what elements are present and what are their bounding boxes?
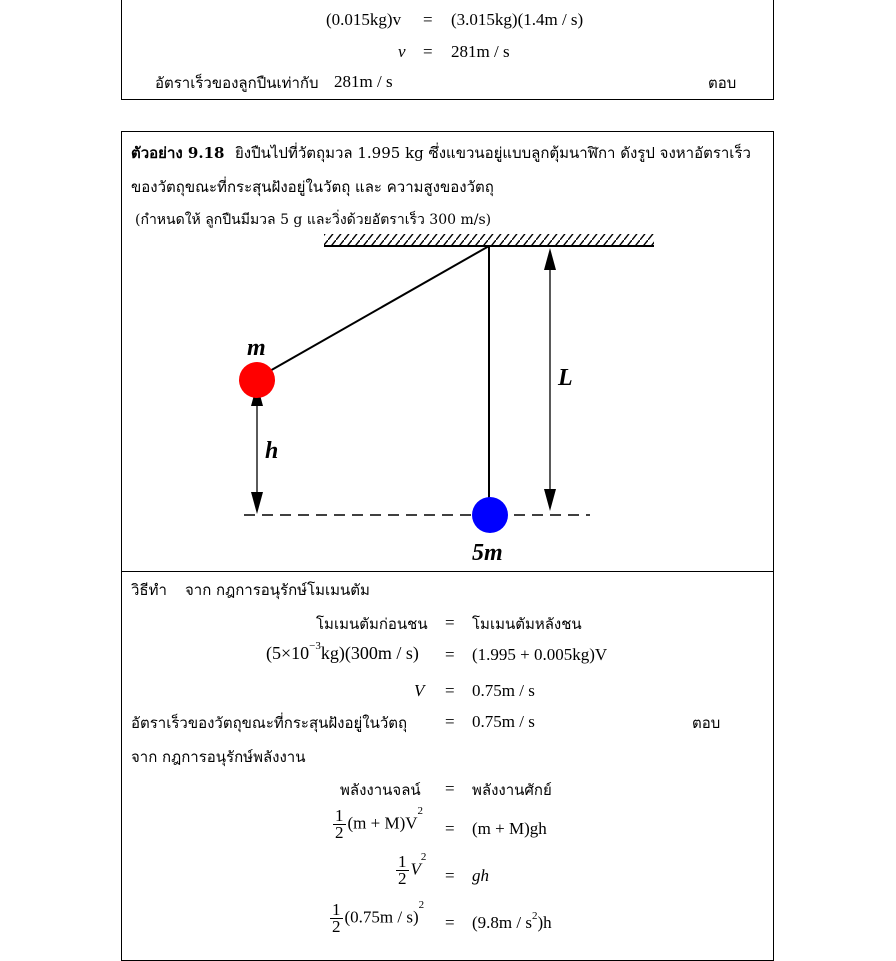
row2-left-b: kg)(300m / s)	[320, 643, 419, 663]
row7-square: 2	[420, 851, 427, 863]
row3-right: 0.75m / s	[472, 681, 535, 700]
row6-right: (m + M)gh	[472, 819, 547, 838]
row2-left-a: (5×10	[266, 643, 310, 663]
raised-string	[268, 246, 489, 372]
eq-line1-left: (0.015kg)v	[326, 10, 402, 29]
example-text-2: ของวัตถุขณะที่กระสุนฝังอยู่ในวัตถุ และ ความสูงของวัตถุ	[131, 178, 494, 196]
row4-right: 0.75m / s	[472, 712, 535, 731]
row8-square: 2	[418, 899, 425, 911]
length-arrow-head-top	[544, 248, 556, 270]
row6-frac-den: 2	[335, 823, 344, 842]
row7-left-expr: V	[410, 859, 421, 879]
row8-frac-num: 1	[332, 900, 341, 919]
bullet-ball	[239, 362, 275, 398]
row6-fraction	[333, 808, 346, 841]
row2-left	[266, 640, 419, 664]
eq-line2-right: 281m / s	[451, 42, 510, 61]
label-L: L	[558, 365, 573, 391]
row2-eq: =	[445, 645, 455, 664]
eq-line2-sign: =	[423, 42, 433, 61]
solution-intro-2: จาก กฎการอนุรักษ์พลังงาน	[131, 748, 306, 766]
row3-left: V	[414, 681, 425, 700]
example-label: ตัวอย่าง 9.18	[131, 144, 225, 162]
answer-text: อัตราเร็วของลูกปืนเท่ากับ	[155, 74, 319, 92]
row1-left: โมเมนตัมก่อนชน	[316, 615, 428, 633]
label-5m: 5m	[472, 540, 503, 566]
height-arrow-head-bottom	[251, 492, 263, 514]
row7-right: gh	[472, 866, 489, 885]
label-m: m	[247, 335, 266, 361]
row2-exp: −3	[309, 640, 321, 652]
row8-eq: =	[445, 913, 455, 932]
label-h: h	[265, 438, 279, 464]
length-arrow-head-bottom	[544, 489, 556, 511]
row8-right-a: (9.8m / s	[472, 913, 532, 932]
row6-left	[333, 805, 424, 842]
answer-tag: ตอบ	[708, 74, 737, 92]
row8-frac-den: 2	[332, 917, 341, 936]
solution-intro: จาก กฎการอนุรักษ์โมเมนตัม	[185, 581, 370, 599]
row6-eq: =	[445, 819, 455, 838]
row8-left-expr: (0.75m / s)	[344, 907, 419, 927]
eq-line1-right: (3.015kg)(1.4m / s)	[451, 10, 584, 29]
row4-eq: =	[445, 712, 455, 731]
row6-left-expr: (m + M)V	[347, 813, 418, 833]
row8-fraction	[330, 902, 343, 935]
row7-eq: =	[445, 866, 455, 885]
row8-right-b: )h	[537, 913, 552, 932]
row3-eq: =	[445, 681, 455, 700]
row6-frac-num: 1	[335, 806, 344, 825]
example-text-3: (กำหนดให้ ลูกปืนมีมวล 5 g และวิ่งด้วยอัตราเร็ว 300 m/s)	[135, 212, 492, 228]
ceiling-hatch	[324, 234, 654, 245]
row8-left	[330, 899, 425, 936]
eq-line1-sign: =	[423, 10, 433, 29]
row7-left	[396, 851, 427, 888]
eq-line2-left: v	[398, 42, 406, 61]
row6-square: 2	[417, 805, 424, 817]
row4-tag: ตอบ	[692, 714, 721, 732]
row7-frac-num: 1	[398, 852, 407, 871]
row5-eq: =	[445, 779, 455, 798]
solution-heading: วิธีทำ	[131, 581, 167, 599]
row4-left: อัตราเร็วของวัตถุขณะที่กระสุนฝังอยู่ในวัตถุ	[131, 714, 408, 732]
row1-right: โมเมนตัมหลังชน	[472, 615, 582, 633]
row5-left: พลังงานจลน์	[340, 781, 421, 799]
row2-right: (1.995 + 0.005kg)V	[472, 645, 608, 664]
row8-right-square: 2	[531, 910, 538, 922]
pendulum-ball	[472, 497, 508, 533]
row5-right: พลังงานศักย์	[472, 781, 552, 799]
answer-value: 281m / s	[334, 72, 393, 91]
row1-eq: =	[445, 613, 455, 632]
row8-right	[472, 910, 552, 933]
row7-frac-den: 2	[398, 869, 407, 888]
row7-fraction	[396, 854, 409, 887]
example-text-1: ยิงปืนไปที่วัตถุมวล 1.995 kg ซึ่งแขวนอยู่แบบลูกตุ้มนาฬิกา ดังรูป จงหาอัตราเร็ว	[235, 144, 751, 162]
